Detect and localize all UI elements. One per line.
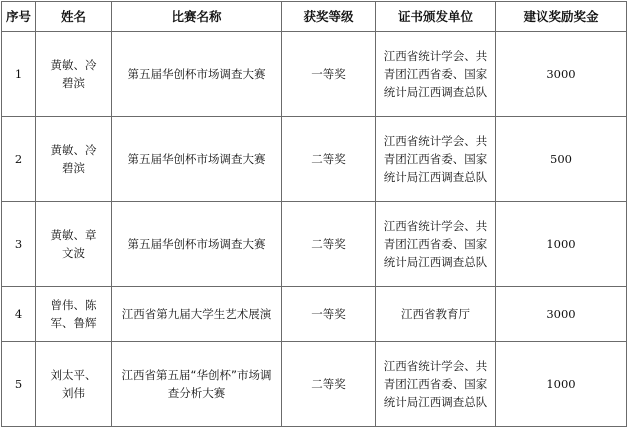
cell-issuer: 江西省统计学会、共青团江西省委、国家统计局江西调查总队: [376, 342, 496, 427]
table-row: [2, 342, 627, 427]
header-names: 姓名: [36, 2, 112, 32]
cell-names: 黄敏、冷碧滨: [36, 32, 112, 117]
cell-no: 4: [2, 287, 36, 342]
award-table: [1, 1, 627, 427]
cell-no: 5: [2, 342, 36, 427]
cell-issuer: 江西省统计学会、共青团江西省委、国家统计局江西调查总队: [376, 32, 496, 117]
cell-issuer: 江西省教育厅: [376, 287, 496, 342]
cell-level: 二等奖: [282, 202, 376, 287]
cell-no: 2: [2, 117, 36, 202]
cell-bonus: 3000: [496, 32, 627, 117]
cell-no: 3: [2, 202, 36, 287]
cell-level: 二等奖: [282, 342, 376, 427]
table-row: [2, 117, 627, 202]
cell-level: 一等奖: [282, 32, 376, 117]
cell-bonus: 1000: [496, 202, 627, 287]
cell-bonus: 500: [496, 117, 627, 202]
cell-level: 二等奖: [282, 117, 376, 202]
cell-no: 1: [2, 32, 36, 117]
cell-issuer: 江西省统计学会、共青团江西省委、国家统计局江西调查总队: [376, 202, 496, 287]
cell-level: 一等奖: [282, 287, 376, 342]
cell-competition: 第五届华创杯市场调查大赛: [112, 117, 282, 202]
cell-competition: 第五届华创杯市场调查大赛: [112, 32, 282, 117]
cell-competition: 江西省第五届“华创杯”市场调查分析大赛: [112, 342, 282, 427]
cell-names: 刘太平、刘伟: [36, 342, 112, 427]
cell-competition: 江西省第九届大学生艺术展演: [112, 287, 282, 342]
cell-competition: 第五届华创杯市场调查大赛: [112, 202, 282, 287]
header-no: 序号: [2, 2, 36, 32]
cell-bonus: 1000: [496, 342, 627, 427]
cell-names: 黄敏、冷碧滨: [36, 117, 112, 202]
cell-names: 曾伟、陈军、鲁辉: [36, 287, 112, 342]
header-bonus: 建议奖励奖金: [496, 2, 627, 32]
table-row: [2, 287, 627, 342]
table-row: [2, 202, 627, 287]
header-competition: 比赛名称: [112, 2, 282, 32]
header-row: [2, 2, 627, 32]
cell-bonus: 3000: [496, 287, 627, 342]
cell-names: 黄敏、章文波: [36, 202, 112, 287]
header-issuer: 证书颁发单位: [376, 2, 496, 32]
header-level: 获奖等级: [282, 2, 376, 32]
cell-issuer: 江西省统计学会、共青团江西省委、国家统计局江西调查总队: [376, 117, 496, 202]
table-row: [2, 32, 627, 117]
